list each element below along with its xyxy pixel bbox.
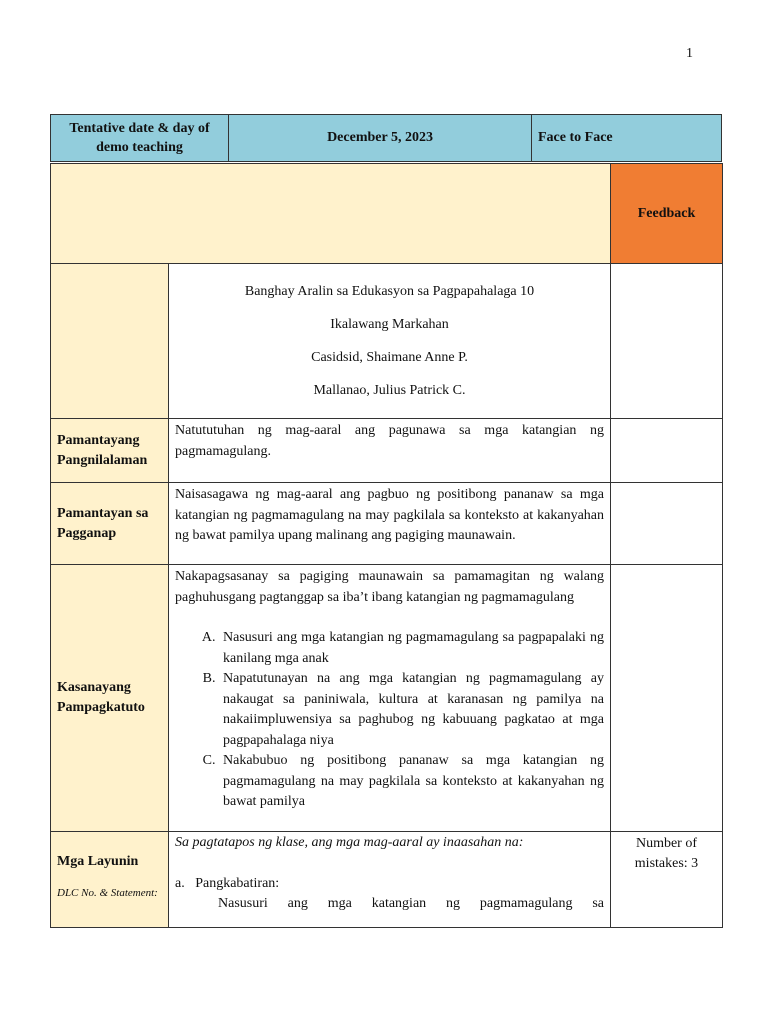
lesson-plan-table [50, 163, 723, 928]
feedback-header: Feedback [611, 164, 723, 264]
objectives-intro: Sa pagtatapos ng klase, ang mga mag-aaral ay inaasahan na: [175, 835, 524, 850]
competency-item-c: C. Nakabubuo ng positibong pananaw sa mga katangian ng pagmamagulang na may pagkilala sa konteksto at kakanyahan ng bawat pamilya [219, 751, 604, 813]
performance-standard-feedback [611, 483, 723, 565]
title-label-cell [51, 264, 169, 419]
author-1: Casidsid, Shaimane Anne P. [311, 349, 468, 365]
objective-item [175, 874, 604, 895]
objective-item-label: Pangkabatiran: [195, 875, 280, 891]
demo-date-label: Tentative date & day of demo teaching [51, 115, 229, 162]
header-blank-cell [51, 164, 611, 264]
demo-date-value: December 5, 2023 [229, 115, 532, 162]
header-table [50, 114, 722, 162]
teaching-mode: Face to Face [532, 115, 722, 162]
competency-item-a: A. Nasusuri ang mga katangian ng pagmamagulang sa pagpapalaki ng kanilang mga anak [219, 628, 604, 669]
dlc-note: DLC No. & Statement: [57, 887, 158, 899]
performance-standard-text [169, 483, 611, 565]
content-standard-paragraph: Natututuhan ng mag-aaral ang pagunawa sa mga katangian ng pagmamagulang. [175, 423, 604, 459]
objectives-feedback: Number of mistakes: 3 [611, 832, 723, 928]
quarter-label: Ikalawang Markahan [330, 316, 449, 332]
competency-item-b: B. Napatutunayan na ang mga katangian ng pagmamagulang ay nakaugat sa paniniwala, kultura at karanasan ng pamilya na nakaiimpluwensiya sa paghubog ng kabuuang pagkatao at mga pagpapahalaga niya [219, 669, 604, 751]
competency-list [175, 628, 604, 813]
page-number: 1 [686, 46, 693, 61]
objective-item-text: Nasusuri ang mga katangian ng pagmamagulang sa [218, 896, 604, 911]
competency-text [169, 565, 611, 832]
objectives-label-cell [51, 832, 169, 928]
content-standard-feedback [611, 419, 723, 483]
objectives-text [169, 832, 611, 928]
author-2: Mallanao, Julius Patrick C. [313, 382, 466, 398]
competency-intro: Nakapagsasanay sa pagiging maunawain sa pamamagitan ng walang paghuhusgang pagtanggap sa iba’t ibang katangian ng pagmamagulang [175, 569, 604, 605]
lesson-plan-title: Banghay Aralin sa Edukasyon sa Pagpapahalaga 10 [244, 283, 535, 299]
performance-standard-paragraph: Naisasagawa ng mag-aaral ang pagbuo ng positibong pananaw sa mga katangian ng pagmamagulang na may pagkilala sa konteksto at kakanyahan ng bawat pamilya upang malinang ang pagiging maunawain. [175, 487, 604, 543]
performance-standard-label: Pamantayan sa Pagganap [51, 483, 169, 565]
competency-label: Kasanayang Pampagkatuto [51, 565, 169, 832]
objective-item-marker: a. [175, 875, 185, 891]
competency-feedback [611, 565, 723, 832]
title-feedback-cell [611, 264, 723, 419]
title-block [169, 264, 611, 419]
content-standard-label: Pamantayang Pangnilalaman [51, 419, 169, 483]
objectives-label: Mga Layunin [57, 854, 139, 869]
content-standard-text [169, 419, 611, 483]
